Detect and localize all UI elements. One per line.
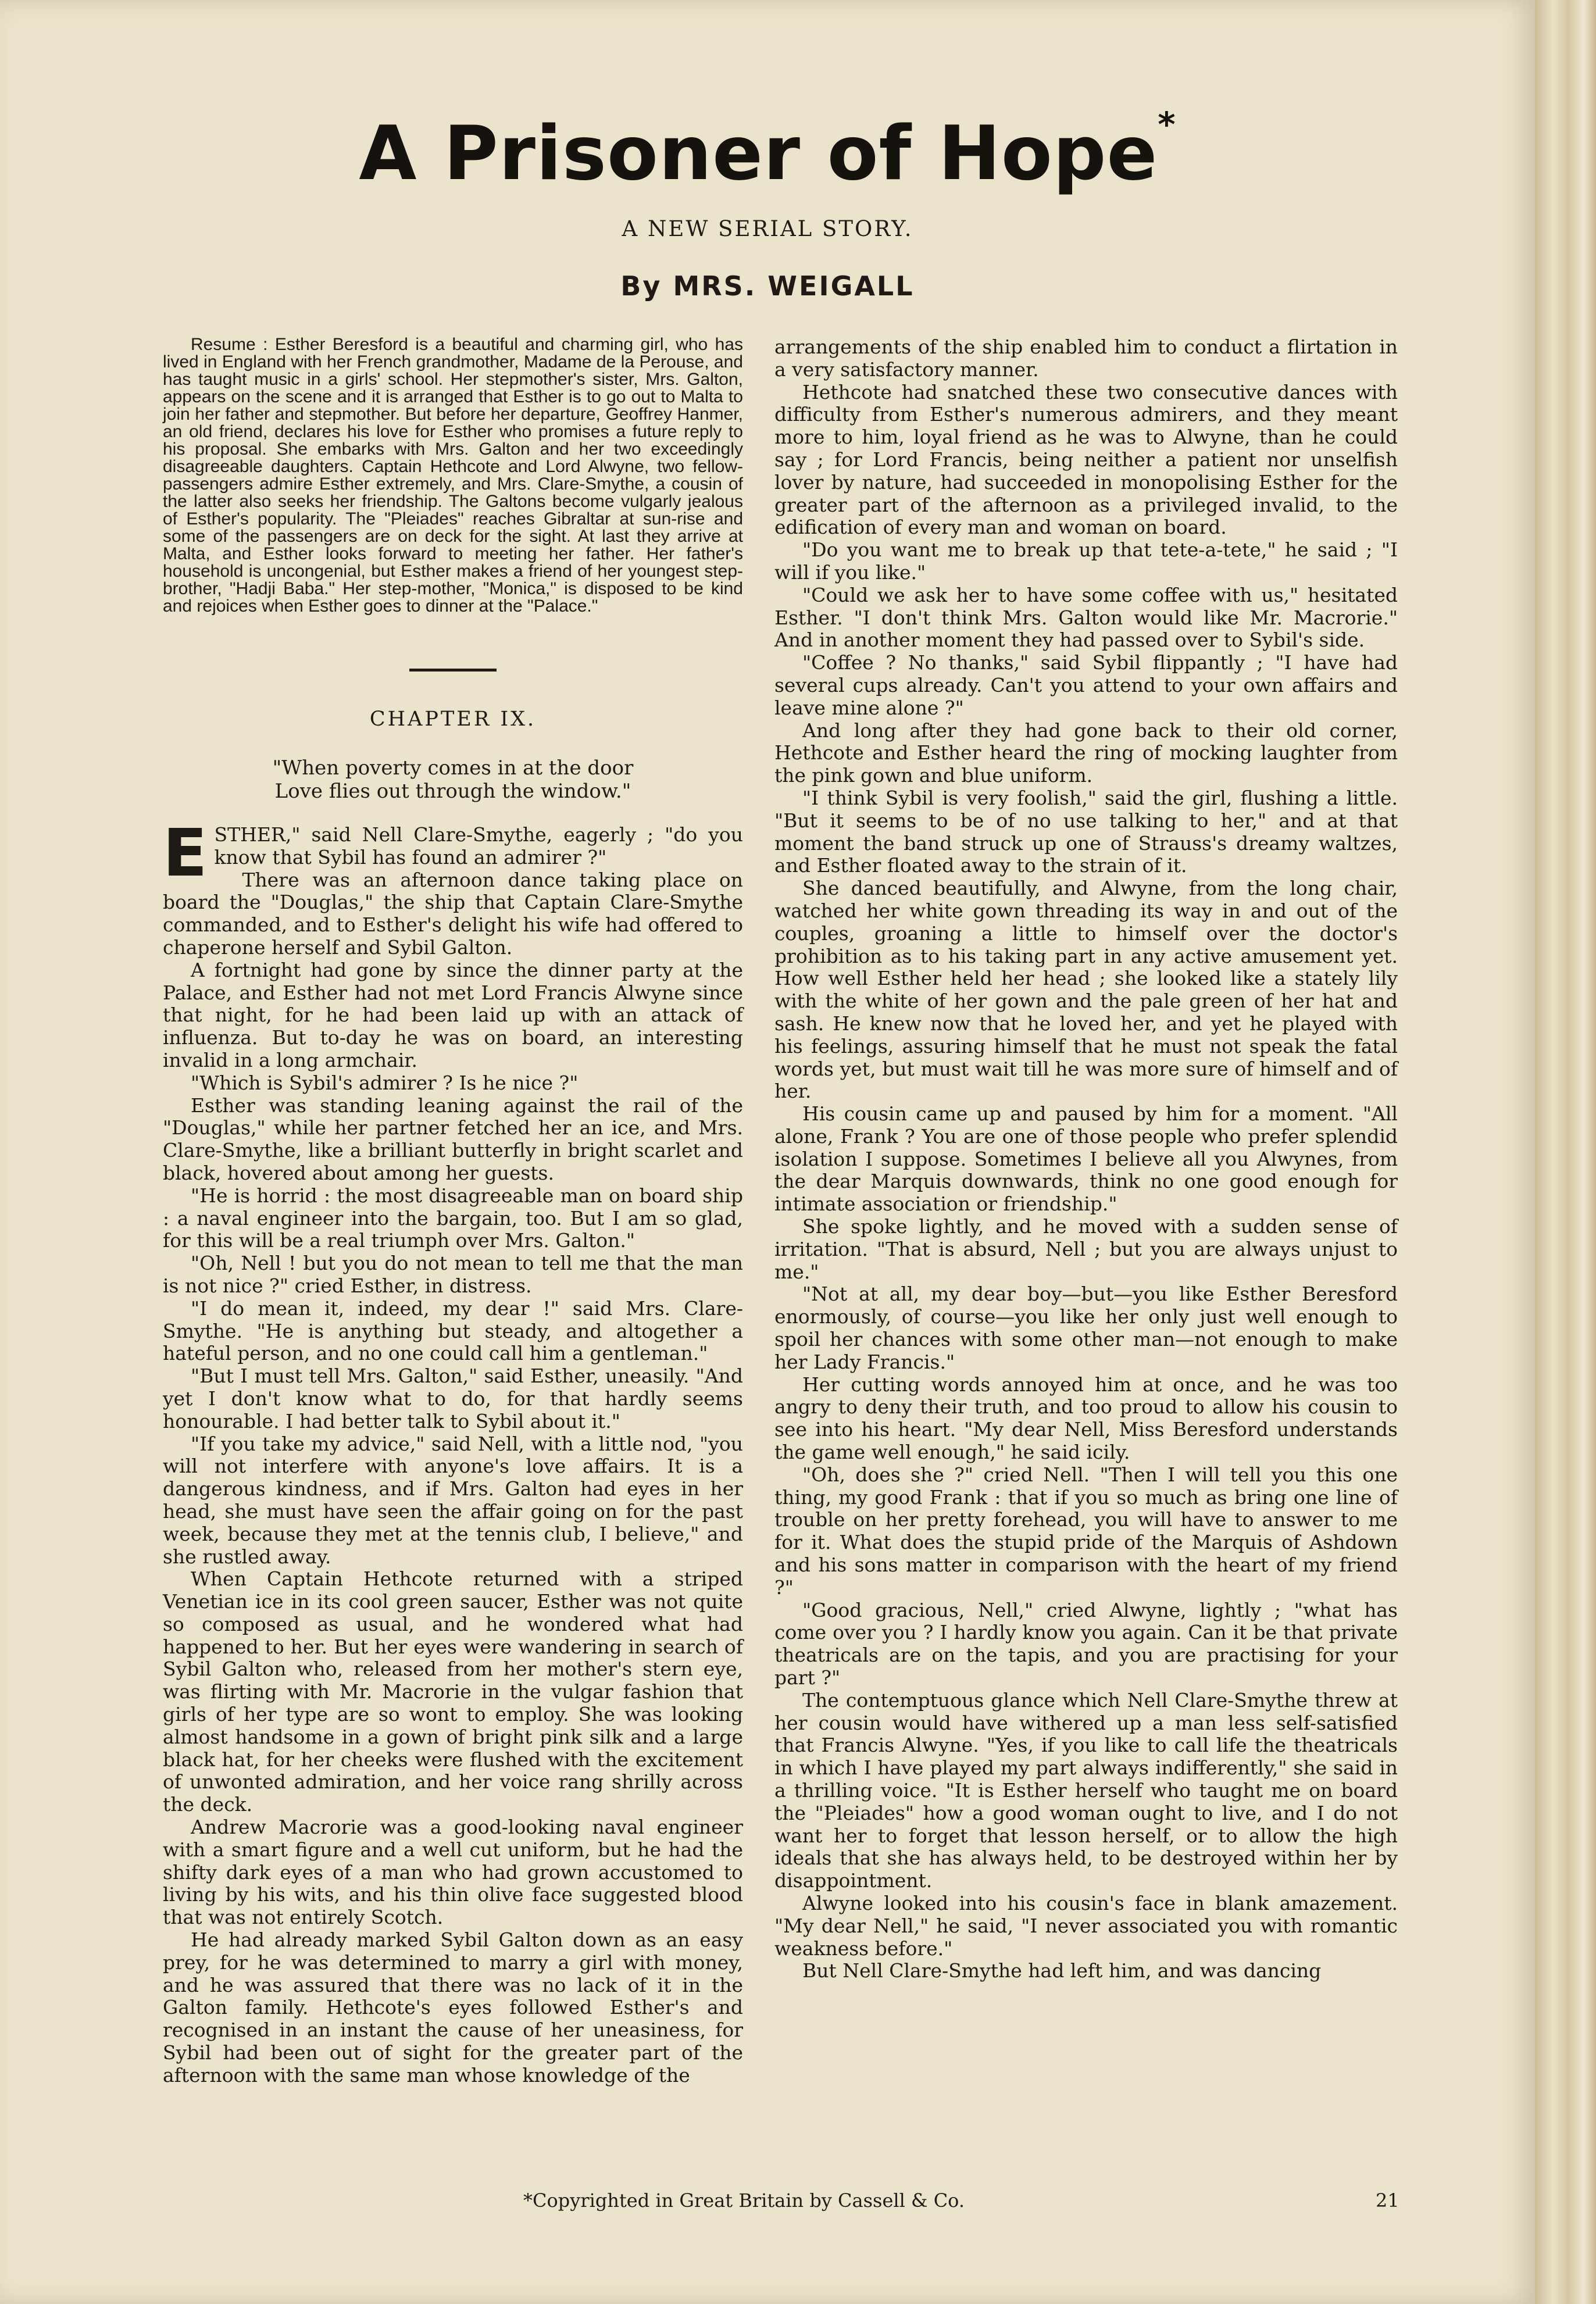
paragraph: "Not at all, my dear boy—but—you like Esther Beresford enormously, of course—you like her only just well enough to spoil her chances with some other man—not enough to make her Lady Francis." [774,1283,1398,1373]
paragraph: She danced beautifully, and Alwyne, from the long chair, watched her white gown threading its way in and out of the couples, groaning a little to himself over the doctor's prohibition as to his taking part in any active amusement yet. How well Esther held her head ; she looked like a stately lily with the white of her gown and the pale green of her hat and sash. He knew now that he loved her, and yet he played with his feelings, assuring himself that he must not speak the fatal words yet, but must wait till he was more sure of himself and of her. [774,877,1398,1103]
paragraph: His cousin came up and paused by him for a moment. "All alone, Frank ? You are one of those people who prefer splendid isolation I suppose. Sometimes I believe all you Alwynes, from the dear Marquis downwards, think no one good enough for intimate association or friendship." [774,1102,1398,1216]
left-body [163,816,743,2087]
chapter-epigraph [163,756,743,803]
drop-cap: E [163,816,208,891]
paragraph: The contemptuous glance which Nell Clare-Smythe threw at her cousin would have withered up a man less self-satisfied that Francis Alwyne. "Yes, if you like to call life the theatricals in which I have played my part always indifferently," she said in a thrilling voice. "It is Esther herself who taught me on board the "Pleiades" how a good woman ought to live, and I do not want her to forget that lesson herself, or to allow the high ideals that she has always held, to be destroyed within her by disappointment. [774,1688,1398,1892]
paragraph: And long after they had gone back to their old corner, Hethcote and Esther heard the ring of mocking laughter from the pink gown and blue uniform. [774,719,1398,787]
paragraph: Her cutting words annoyed him at once, and he was too angry to deny their truth, and too proud to allow his cousin to see into his heart. "My dear Nell, Miss Beresford understands the game well enough," he said icily. [774,1373,1398,1464]
story-resume: Resume : Esther Beresford is a beautiful and charming girl, who has lived in England with her French grandmother, Madame de la Perouse, and has taught music in a girls' school. Her stepmother's sister, Mrs. Galton, appears on the scene and it is arranged that Esther is to go out to Malta to join her father and stepmother. But before her departure, Geoffrey Hanmer, an old friend, declares his love for Esther who promises a future reply to his proposal. She embarks with Mrs. Galton and her two exceedingly disagreeable daughters. Captain Hethcote and Lord Alwyne, two fellow-passengers admire Esther extremely, and Mrs. Clare-Smythe, a cousin of the latter also seeks her friendship. The Galtons become vulgarly jealous of Esther's popularity. The "Pleiades" reaches Gibraltar at sun-rise and some of the passengers are on deck for the sight. At last they arrive at Malta, and Esther looks forward to meeting her father. Her father's household is uncongenial, but Esther makes a friend of her youngest step-brother, "Hadji Baba." Her step-mother, "Monica," is disposed to be kind and rejoices when Esther goes to dinner at the "Palace." [163,335,743,616]
paragraph: "He is horrid : the most disagreeable man on board ship : a naval engineer into the bargain, too. But I am so glad, for this will be a real triumph over Mrs. Galton." [163,1184,743,1252]
paragraph: A fortnight had gone by since the dinner party at the Palace, and Esther had not met Lord Francis Alwyne since that night, for he had been laid up with an attack of influenza. But to-day he was on board, an interesting invalid in a long armchair. [163,958,743,1071]
paragraph: "But I must tell Mrs. Galton," said Esther, uneasily. "And yet I don't know what to do, for that hardly seems honourable. I had better talk to Sybil about it." [163,1364,743,1433]
paragraph: When Captain Hethcote returned with a striped Venetian ice in its cool green saucer, Esther was not quite so composed as usual, and he wondered what had happened to her. But her eyes were wandering in search of Sybil Galton who, released from her mother's stern eye, was flirting with Mr. Macrorie in the vulgar fashion that girls of her type are so wont to employ. She was looking almost handsome in a gown of bright pink silk and a large black hat, for her cheeks were flushed with the excitement of unwonted admiration, and her voice rang shrilly across the deck. [163,1567,743,1816]
paragraph: Hethcote had snatched these two consecutive dances with difficulty from Esther's numerous admirers, and they meant more to him, loyal friend as he was to Alwyne, than he could say ; for Lord Francis, being neither a patient nor unselfish lover by nature, had succeeded in monopolising Esther for the greater part of the afternoon as a privileged invalid, to the edification of every man and woman on board. [774,380,1398,539]
story-title: A Prisoner of Hope* [359,105,1176,197]
paragraph: "Could we ask her to have some coffee with us," hesitated Esther. "I don't think Mrs. Galton would like Mr. Macrorie." And in another moment they had passed over to Sybil's side. [774,583,1398,652]
chapter-heading: CHAPTER IX. [369,708,537,731]
page-number: 21 [1376,2189,1399,2212]
author-byline: By MRS. WEIGALL [620,270,915,302]
copyright-asterisk: * [1158,105,1176,144]
paragraph: She spoke lightly, and he moved with a sudden sense of irritation. "That is absurd, Nell ; but you are always unjust to me." [774,1215,1398,1283]
paragraph: There was an afternoon dance taking place on board the "Douglas," the ship that Captain Clare-Smythe commanded, and to Esther's delight his wife had offered to chaperone herself and Sybil Galton. [163,868,743,959]
paragraph: "If you take my advice," said Nell, with a little nod, "you will not interfere with anyone's love affairs. It is a dangerous kindness, and if Mrs. Galton had eyes in her head, she must have seen the affair going on for the past week, because they met at the tennis club, I believe," and she rustled away. [163,1432,743,1568]
opening-paragraph: ESTHER," said Nell Clare-Smythe, eagerly ; "do you know that Sybil has found an admirer ?" [163,816,743,891]
story-subtitle: A NEW SERIAL STORY. [622,216,913,241]
paragraph: "Coffee ? No thanks," said Sybil flippantly ; "I have had several cups already. Can't you attend to your own affairs and leave mine alone ?" [774,651,1398,719]
paragraph: Alwyne looked into his cousin's face in blank amazement. "My dear Nell," he said, "I never associated you with romantic weakness before." [774,1891,1398,1960]
paragraph: "I do mean it, indeed, my dear !" said Mrs. Clare-Smythe. "He is anything but steady, and altogether a hateful person, and no one could call him a gentleman." [163,1296,743,1365]
paragraph-continued: arrangements of the ship enabled him to conduct a flirtation in a very satisfactory manner. [774,335,1398,381]
paragraph: "Good gracious, Nell," cried Alwyne, lightly ; "what has come over you ? I hardly know you again. Can it be that private theatricals are on the tapis, and you are practising for your part ?" [774,1598,1398,1689]
paragraph: "Which is Sybil's admirer ? Is he nice ?" [191,1071,579,1094]
paragraph: He had already marked Sybil Galton down as an easy prey, for he was determined to marry a girl with money, and he was assured that there was no lack of it in the Galton family. Hethcote's eyes followed Esther's and recognised in an instant the cause of her uneasiness, for Sybil had been out of sight for the greater part of the afternoon with the same man whose knowledge of the [163,1928,743,2087]
paragraph: "Oh, does she ?" cried Nell. "Then I will tell you this one thing, my good Frank : that if you so much as bring one line of trouble on her pretty forehead, you will have to answer to me for it. What does the stupid pride of the Marquis of Ashdown and his sons matter in comparison with the heart of my friend ?" [774,1463,1398,1599]
epigraph-line: Love flies out through the window." [274,780,631,803]
page-stack-edge [1535,0,1596,2304]
copyright-footnote: *Copyrighted in Great Britain by Cassell & Co. [523,2189,965,2212]
epigraph-line: "When poverty comes in at the door [272,756,634,780]
paragraph: "Oh, Nell ! but you do not mean to tell me that the man is not nice ?" cried Esther, in distress. [163,1252,743,1297]
paragraph: Esther was standing leaning against the rail of the "Douglas," while her partner fetched her an ice, and Mrs. Clare-Smythe, like a brilliant butterfly in bright scarlet and black, hovered about among her guests. [163,1094,743,1184]
paragraph: Andrew Macrorie was a good-looking naval engineer with a smart figure and a well cut uniform, but he had the shifty dark eyes of a man who had grown accustomed to living by his wits, and his thin olive face suggested blood that was not entirely Scotch. [163,1816,743,1929]
right-column [774,336,1398,1982]
paragraph: "I think Sybil is very foolish," said the girl, flushing a little. "But it seems to be of no use talking to her," and at that moment the band struck up one of Strauss's dreamy waltzes, and Esther floated away to the strain of it. [774,786,1398,877]
paragraph: "Do you want me to break up that tete-a-tete," he said ; "I will if you like." [774,538,1398,584]
section-divider [409,669,497,671]
paragraph: But Nell Clare-Smythe had left him, and was dancing [802,1959,1322,1982]
left-column [163,336,743,2087]
